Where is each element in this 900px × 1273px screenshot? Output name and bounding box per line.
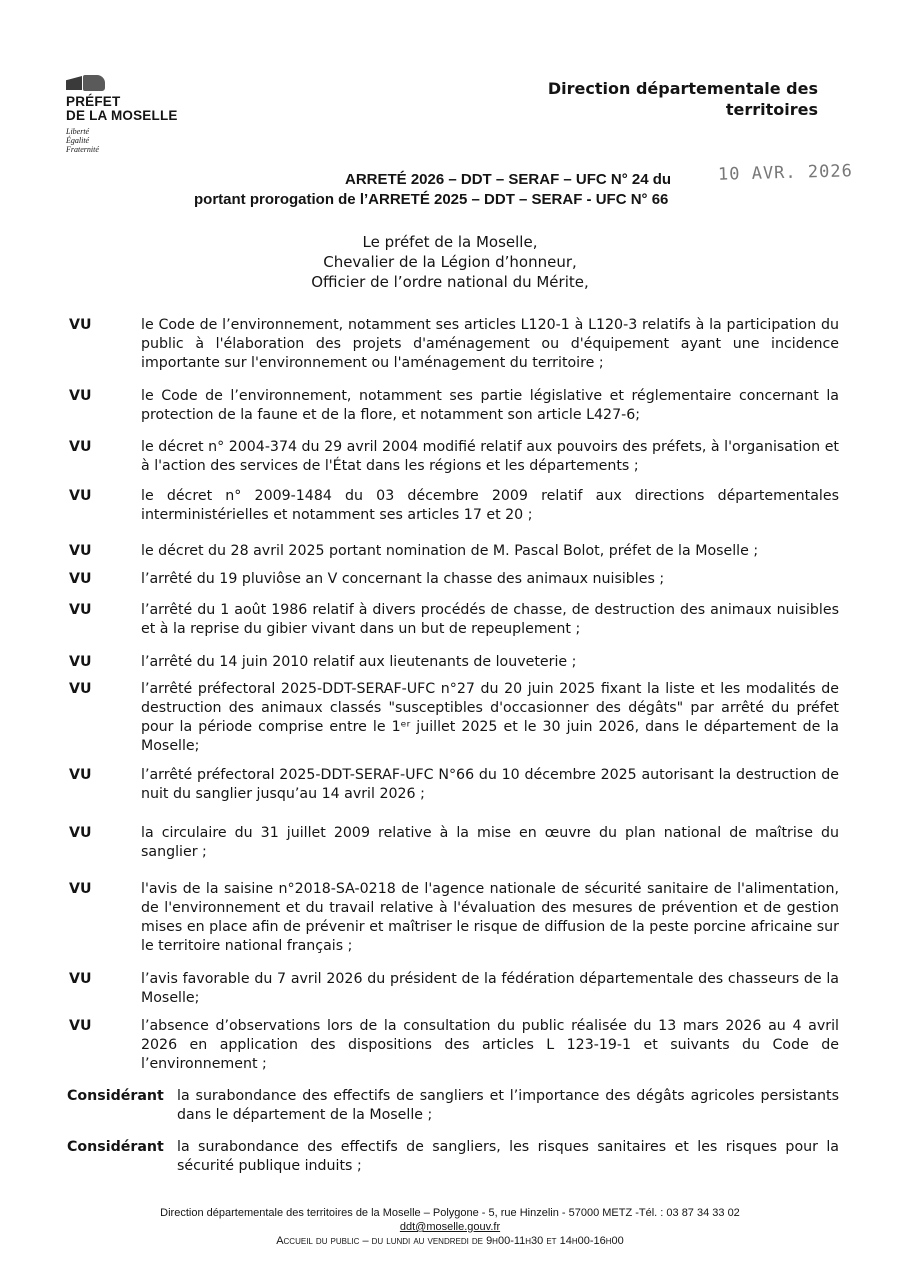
logo-title-line1: PRÉFET xyxy=(66,94,121,109)
vu-label: VU xyxy=(69,654,92,670)
vu-text: le décret n° 2009-1484 du 03 décembre 2009 relatif aux directions départementales interministérielles et notamment ses articles 17 et 20 ; xyxy=(141,488,839,523)
vu-label: VU xyxy=(69,825,92,841)
logo-title-line2: DE LA MOSELLE xyxy=(66,108,178,123)
issuing-direction xyxy=(518,78,818,120)
marianne-icon xyxy=(66,74,106,92)
motto-liberte: Liberté xyxy=(66,127,90,136)
vu-label: VU xyxy=(69,602,92,618)
vu-text: le décret du 28 avril 2025 portant nomination de M. Pascal Bolot, préfet de la Moselle ; xyxy=(141,543,759,559)
vu-label: VU xyxy=(69,488,92,504)
vu-text: l’absence d’observations lors de la consultation du public réalisée du 13 mars 2026 au 4 avril 2026 en application des dispositions des articles L 123-19-1 et suivants du Code de l’environnement ; xyxy=(141,1018,839,1072)
considerant-label: Considérant xyxy=(67,1139,164,1155)
vu-label: VU xyxy=(69,767,92,783)
vu-label: VU xyxy=(69,571,92,587)
vu-label: VU xyxy=(69,317,92,333)
date-stamp: 10 AVR. 2026 xyxy=(717,161,854,185)
considerant-label: Considérant xyxy=(67,1088,164,1104)
decree-title-line1: ARRETÉ 2026 – DDT – SERAF – UFC N° 24 du xyxy=(345,171,672,188)
motto-egalite: Égalité xyxy=(66,136,90,145)
vu-text: l’arrêté préfectoral 2025-DDT-SERAF-UFC n°27 du 20 juin 2025 fixant la liste et les modalités de destruction des animaux classés "susceptibles d'occasionner des dégâts" par arrêté du préfet pour la période comprise entre le 1ᵉʳ juillet 2025 et le 30 juin 2026, dans le département de la Moselle; xyxy=(141,681,839,754)
prefet-line1: Le préfet de la Moselle, xyxy=(362,233,538,251)
vu-label: VU xyxy=(69,971,92,987)
prefet-line2: Chevalier de la Légion d’honneur, xyxy=(323,253,577,271)
vu-text: le Code de l’environnement, notamment ses articles L120-1 à L120-3 relatifs à la participation du public à l'élaboration des projets d'aménagement ou d'équipement ayant une incidence importante sur l'environnement ou l'aménagement du territoire ; xyxy=(141,317,839,371)
vu-label: VU xyxy=(69,881,92,897)
motto xyxy=(66,127,206,154)
vu-text: l’arrêté préfectoral 2025-DDT-SERAF-UFC N°66 du 10 décembre 2025 autorisant la destruction de nuit du sanglier jusqu’au 14 avril 2026 ; xyxy=(141,767,839,802)
considerant-text: la surabondance des effectifs de sangliers et l’importance des dégâts agricoles persistants dans le département de la Moselle ; xyxy=(177,1088,839,1123)
footer-address: Direction départementale des territoires de la Moselle – Polygone - 5, rue Hinzelin - 57000 METZ -Tél. : 03 87 34 33 02 xyxy=(160,1207,740,1219)
considerant-text: la surabondance des effectifs de sangliers, les risques sanitaires et les risques pour la sécurité publique induits ; xyxy=(177,1139,839,1174)
prefet-intro xyxy=(0,232,900,292)
vu-text: l’arrêté du 1 août 1986 relatif à divers procédés de chasse, de destruction des animaux nuisibles et à la reprise du gibier vivant dans un but de repeuplement ; xyxy=(141,602,839,637)
vu-label: VU xyxy=(69,439,92,455)
vu-label: VU xyxy=(69,1018,92,1034)
vu-text: l’avis favorable du 7 avril 2026 du président de la fédération départementale des chasseurs de la Moselle; xyxy=(141,971,839,1006)
footer-hours: Accueil du public – du lundi au vendredi de 9h00-11h30 et 14h00-16h00 xyxy=(276,1235,624,1247)
vu-text: l’arrêté du 14 juin 2010 relatif aux lieutenants de louveterie ; xyxy=(141,654,577,670)
vu-text: l’arrêté du 19 pluviôse an V concernant la chasse des animaux nuisibles ; xyxy=(141,571,665,587)
vu-label: VU xyxy=(69,388,92,404)
vu-text: le Code de l’environnement, notamment ses partie législative et réglementaire concernant la protection de la faune et de la flore, et notamment son article L427-6; xyxy=(141,388,839,423)
motto-fraternite: Fraternité xyxy=(66,145,99,154)
vu-label: VU xyxy=(69,543,92,559)
direction-line1: Direction départementale des xyxy=(547,79,818,98)
page-footer xyxy=(0,1206,900,1248)
footer-email-link[interactable]: ddt@moselle.gouv.fr xyxy=(399,1221,501,1233)
vu-text: l'avis de la saisine n°2018-SA-0218 de l'agence nationale de sécurité sanitaire de l'alimentation, de l'environnement et du travail relative à l'évaluation des mesures de prévention et de gestion mises en place afin de prévenir et maîtriser le risque de diffusion de la peste porcine africaine sur le territoire national français ; xyxy=(141,881,839,954)
prefet-line3: Officier de l’ordre national du Mérite, xyxy=(311,273,589,291)
vu-text: le décret n° 2004-374 du 29 avril 2004 modifié relatif aux pouvoirs des préfets, à l'organisation et à l'action des services de l'État dans les régions et les départements ; xyxy=(141,439,839,474)
decree-title-line2: portant prorogation de l’ARRETÉ 2025 – DDT – SERAF - UFC N° 66 xyxy=(194,191,669,208)
direction-line2: territoires xyxy=(725,100,818,119)
prefecture-logo xyxy=(66,74,206,154)
vu-label: VU xyxy=(69,681,92,697)
vu-text: la circulaire du 31 juillet 2009 relative à la mise en œuvre du plan national de maîtrise du sanglier ; xyxy=(141,825,839,860)
